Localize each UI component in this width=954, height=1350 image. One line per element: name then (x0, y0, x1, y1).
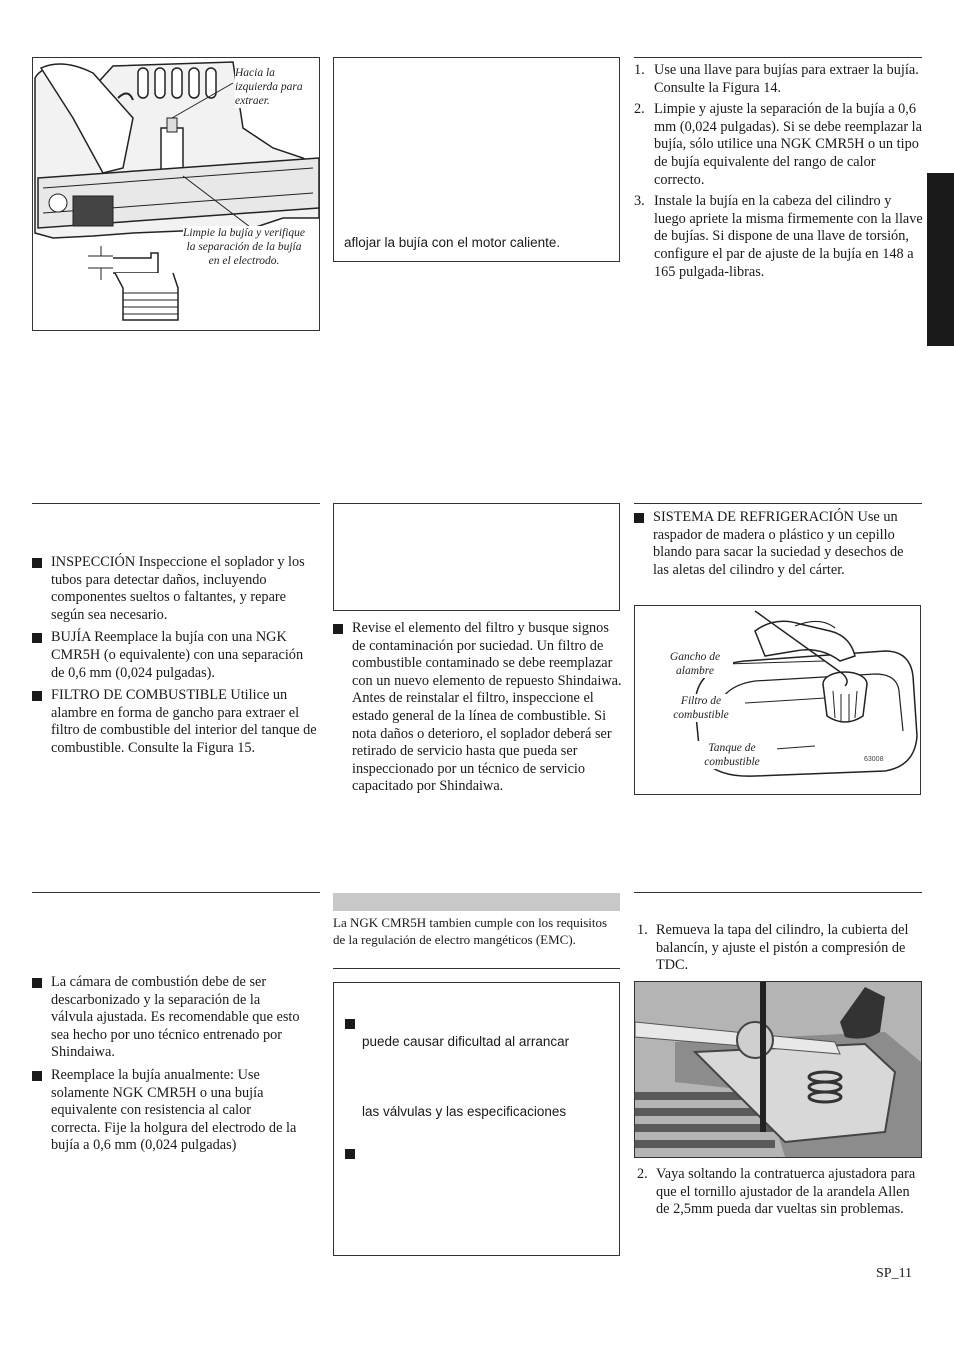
step-item: 1. Use una llave para bujías para extraer la bujía. Consulte la Figura 14. (634, 62, 919, 96)
rule-top-right (634, 57, 922, 58)
valve-adjust-photo (635, 982, 921, 1157)
spark-plug-steps (634, 62, 924, 285)
rule-mid-left (32, 503, 320, 504)
list-item: BUJÍA Reemplace la bujía con una NGK CMR5H (o equivalente) con una separación de 0,6 mm (0,024 pulgadas). (32, 629, 320, 682)
valve-text-2: las válvulas y las especificaciones (362, 1104, 567, 1119)
list-item: Reemplace la bujía anualmente: Use solamente NGK CMR5H o una bujía equivalente con resistencia al calor correcta. Fije la holgura del electrodo de la bujía a 0,6 mm (0,024 pulgadas) (32, 1067, 302, 1155)
warning-text: aflojar la bujía con el motor caliente. (344, 235, 561, 250)
caption-left-turn: Hacia la izquierda para extraer. (235, 66, 315, 108)
filter-check (333, 620, 623, 801)
note-header-bar (333, 893, 620, 911)
emc-note: La NGK CMR5H tambien cumple con los requisitos de la regulación de electro mangéticos (EMC). (333, 915, 608, 947)
caution-box-mid (333, 503, 620, 611)
valve-photo (634, 981, 922, 1158)
list-item: SISTEMA DE REFRIGERACIÓN Use un raspador de madera o plástico y un cepillo blando para sacar la suciedad y desechos de las aletas del cilindro y del cárter. (634, 509, 909, 579)
valve-text-1: puede causar dificultad al arrancar (362, 1034, 570, 1049)
caption-gap: Limpie la bujía y verifique la separación de la bujía en el electrodo. (183, 227, 306, 267)
section-tab (927, 173, 954, 346)
bullet-square (345, 1149, 355, 1159)
figure-15 (634, 605, 921, 795)
rule-bottom-right (634, 892, 922, 893)
valve-caution-box (333, 982, 620, 1256)
label-tank: Tanque de combustible (687, 741, 777, 769)
label-hook: Gancho de alambre (657, 650, 733, 678)
page-number: SP_11 (876, 1266, 913, 1281)
valve-step-2: 2. Vaya soltando la contratuerca ajustadora para que el tornillo ajustador de la arandela Allen de 2,5mm pueda dar vueltas sin problemas. (637, 1166, 916, 1218)
maintenance-list (32, 554, 320, 763)
step-item: 2. Limpie y ajuste la separación de la bujía a 0,6 mm (0,024 pulgadas). Si se debe reemplazar la bujía, sólo utilice una NGK CMR5H o un tipo de bujía equivalente del rango de calor correcto. (634, 101, 922, 188)
list-item: Revise el elemento del filtro y busque signos de contaminación por suciedad. Un filtro de combustible contaminado se debe reemplazar con un nuevo elemento de repuesto Shindaiwa. Antes de reinstalar el filtro, inspeccione el estado general de la línea de combustible. Si nota daños o deterioro, el soplador deberá ser retirado de servicio hasta que pueda ser inspeccionado por un técnico de servicio capacitado por Shindaiwa. (333, 620, 623, 796)
list-item: La cámara de combustión debe de ser descarbonizado y la separación de la válvula ajustada. Es recomendable que esto sea hecho por uno técnico entrenado por Shindaiwa. (32, 974, 302, 1062)
list-item: INSPECCIÓN Inspeccione el soplador y los tubos para detectar daños, incluyendo componentes sueltos o faltantes, y repare según sea necesario. (32, 554, 320, 624)
rule-mid-right (634, 503, 922, 504)
rule-bottom-left (32, 892, 320, 893)
figure-code: 63008 (864, 756, 884, 763)
bullet-square (345, 1019, 355, 1029)
valve-step-1: 1. Remueva la tapa del cilindro, la cubierta del balancín, y ajuste el pistón a compresión de TDC. (637, 922, 909, 974)
cooling-text (634, 509, 909, 584)
label-filter: Filtro de combustible (657, 694, 745, 722)
step-item: 3. Instale la bujía en la cabeza del cilindro y luego apriete la misma firmemente con la llave de bujías. Si dispone de una llave de torsión, configure el par de ajuste de la bujía en 148 a 165 pulgada-libras. (634, 193, 923, 280)
list-item: FILTRO DE COMBUSTIBLE Utilice un alambre en forma de gancho para extraer el filtro de combustible del interior del tanque de combustible. Consulte la Figura 15. (32, 687, 320, 757)
warning-box-top (333, 57, 620, 262)
annual-list (32, 974, 302, 1160)
figure-14 (32, 57, 320, 331)
rule-emc (333, 968, 620, 969)
